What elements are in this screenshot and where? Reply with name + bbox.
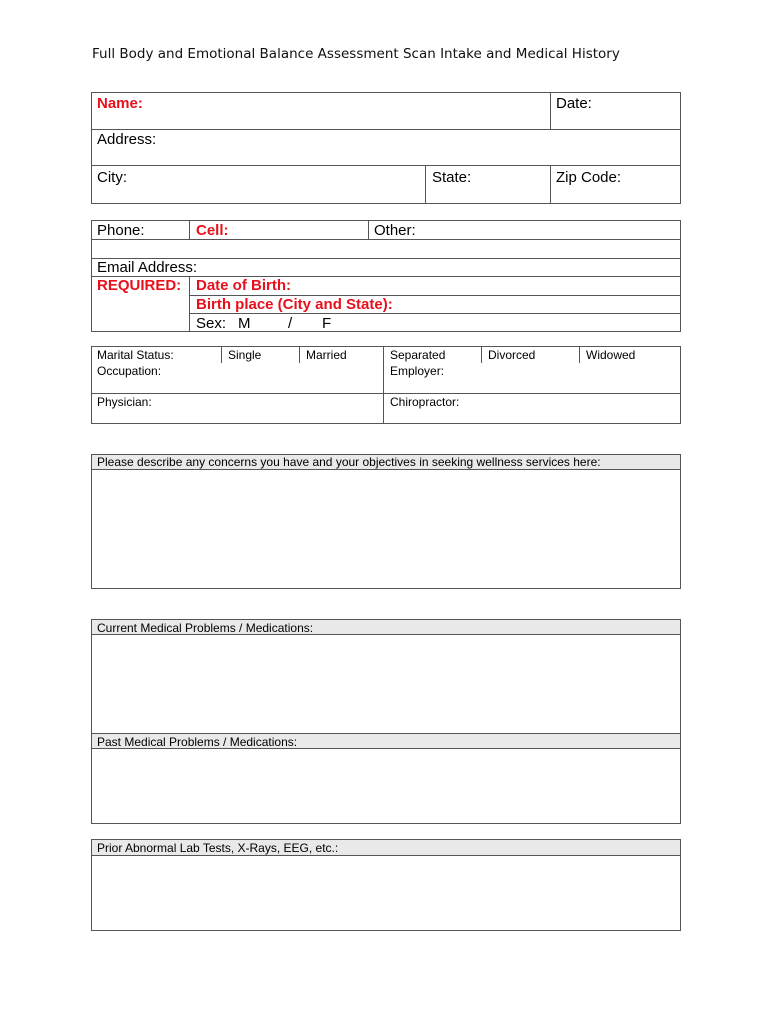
name-label: Name: bbox=[97, 95, 143, 112]
zip-label: Zip Code: bbox=[556, 169, 622, 186]
divider bbox=[550, 92, 551, 129]
divider bbox=[91, 165, 681, 166]
cell-label: Cell: bbox=[196, 222, 229, 239]
address-label: Address: bbox=[97, 131, 157, 148]
divider bbox=[368, 220, 369, 239]
divider bbox=[425, 165, 426, 204]
divider bbox=[189, 276, 190, 332]
divider bbox=[91, 855, 681, 856]
contact-section bbox=[91, 92, 681, 204]
required-label: REQUIRED: bbox=[97, 277, 182, 294]
divider bbox=[91, 393, 681, 394]
medical-section bbox=[91, 619, 681, 824]
employer-label: Employer: bbox=[390, 364, 445, 378]
dob-label: Date of Birth: bbox=[196, 277, 291, 294]
birthplace-label: Birth place (City and State): bbox=[196, 296, 393, 313]
page-title: Full Body and Emotional Balance Assessment Scan Intake and Medical History bbox=[92, 46, 620, 62]
physician-label: Physician: bbox=[97, 395, 152, 409]
divider bbox=[550, 165, 551, 204]
divider bbox=[91, 239, 681, 240]
email-label: Email Address: bbox=[97, 259, 198, 276]
sex-f-option: F bbox=[322, 315, 332, 332]
sex-m-option: M bbox=[238, 315, 251, 332]
sex-label: Sex: bbox=[196, 315, 227, 332]
divider bbox=[221, 346, 222, 363]
widowed-option: Widowed bbox=[586, 348, 636, 362]
divider bbox=[579, 346, 580, 363]
divider bbox=[91, 129, 681, 130]
marital-status-label: Marital Status: bbox=[97, 348, 174, 362]
other-label: Other: bbox=[374, 222, 416, 239]
divorced-option: Divorced bbox=[488, 348, 536, 362]
lab-tests-label: Prior Abnormal Lab Tests, X-Rays, EEG, etc.: bbox=[97, 841, 339, 855]
past-medical-label: Past Medical Problems / Medications: bbox=[97, 735, 298, 749]
chiropractor-label: Chiropractor: bbox=[390, 395, 460, 409]
concerns-section bbox=[91, 454, 681, 589]
divider bbox=[91, 469, 681, 470]
divider bbox=[189, 313, 681, 314]
sex-separator: / bbox=[288, 315, 293, 332]
separated-option: Separated bbox=[390, 348, 446, 362]
date-label: Date: bbox=[556, 95, 592, 112]
married-option: Married bbox=[306, 348, 347, 362]
divider bbox=[481, 346, 482, 363]
single-option: Single bbox=[228, 348, 262, 362]
state-label: State: bbox=[432, 169, 472, 186]
divider bbox=[189, 220, 190, 239]
current-medical-label: Current Medical Problems / Medications: bbox=[97, 621, 314, 635]
occupation-label: Occupation: bbox=[97, 364, 162, 378]
divider bbox=[299, 346, 300, 363]
phone-label: Phone: bbox=[97, 222, 145, 239]
city-label: City: bbox=[97, 169, 127, 186]
concerns-label: Please describe any concerns you have and your objectives in seeking wellness services here: bbox=[97, 455, 601, 469]
divider bbox=[383, 346, 384, 424]
